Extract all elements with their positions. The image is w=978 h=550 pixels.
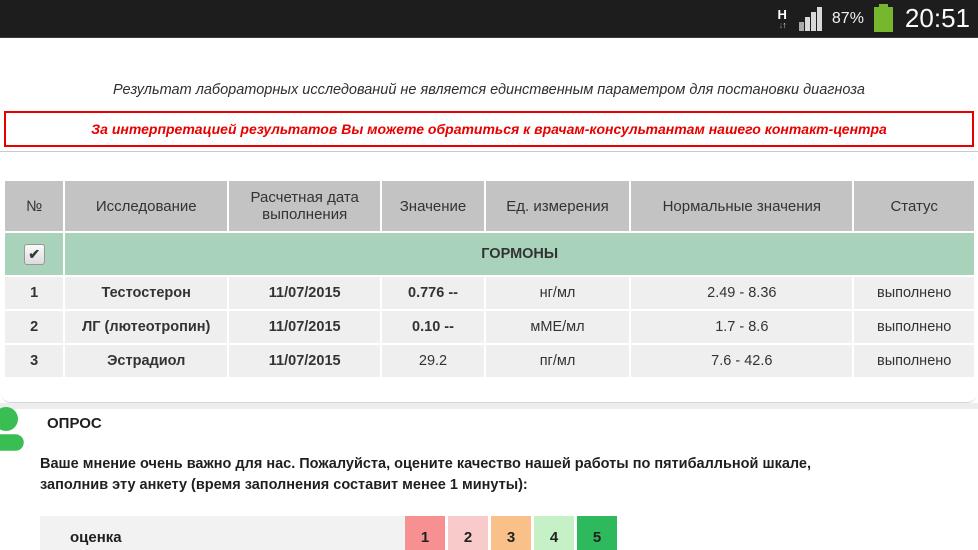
col-header-date: Расчетная дата выполнения xyxy=(229,181,380,231)
row-number: 1 xyxy=(5,277,63,309)
col-header-status: Статус xyxy=(854,181,974,231)
row-number: 2 xyxy=(5,311,63,343)
survey-section xyxy=(0,409,978,550)
test-status: выполнено xyxy=(854,311,974,343)
test-date: 11/07/2015 xyxy=(229,345,380,377)
test-unit: мМЕ/мл xyxy=(486,311,630,343)
test-status: выполнено xyxy=(854,277,974,309)
rating-button-1[interactable]: 1 xyxy=(405,516,445,550)
battery-percent-label: 87% xyxy=(831,9,864,27)
table-row[interactable] xyxy=(5,345,974,377)
lab-results-table xyxy=(3,179,976,379)
survey-title: ОПРОС xyxy=(47,415,102,432)
android-status-bar xyxy=(0,0,978,38)
test-date: 11/07/2015 xyxy=(229,277,380,309)
survey-description: Ваше мнение очень важно для нас. Пожалуйста, оцените качество нашей работы по пятибалльной шкале, заполнив эту анкету (время заполнения составит менее 1 минуты): xyxy=(40,456,811,493)
col-header-value: Значение xyxy=(382,181,483,231)
hormones-group-label[interactable]: ГОРМОНЫ xyxy=(65,233,974,275)
col-header-normal: Нормальные значения xyxy=(631,181,852,231)
lab-disclaimer-text: Результат лабораторных исследований не является единственным параметром для постановки диагноза xyxy=(113,82,865,98)
data-activity-arrows-icon: ↓↑ xyxy=(778,19,786,30)
section-divider xyxy=(0,151,978,152)
test-normal-range: 1.7 - 8.6 xyxy=(631,311,852,343)
test-normal-range: 7.6 - 42.6 xyxy=(631,345,852,377)
clock-label: 20:51 xyxy=(904,3,970,33)
interpretation-alert-box: За интерпретацией результатов Вы можете обратиться к врачам-консультантам нашего контакт-центра xyxy=(4,111,974,147)
col-header-test: Исследование xyxy=(65,181,227,231)
hspa-network-icon xyxy=(778,8,787,30)
table-row[interactable] xyxy=(5,277,974,309)
table-row[interactable] xyxy=(5,311,974,343)
test-status: выполнено xyxy=(854,345,974,377)
test-name: Тестостерон xyxy=(65,277,227,309)
table-header-row xyxy=(5,181,974,231)
rating-button-3[interactable]: 3 xyxy=(491,516,531,550)
signal-strength-icon xyxy=(799,7,822,31)
test-value: 29.2 xyxy=(382,345,483,377)
rating-button-2[interactable]: 2 xyxy=(448,516,488,550)
test-value: 0.776 -- xyxy=(382,277,483,309)
test-value: 0.10 -- xyxy=(382,311,483,343)
hormones-group-checkbox[interactable]: ✔ xyxy=(24,244,45,265)
test-name: Эстрадиол xyxy=(65,345,227,377)
row-number: 3 xyxy=(5,345,63,377)
test-name: ЛГ (лютеотропин) xyxy=(65,311,227,343)
rating-row xyxy=(40,516,978,550)
test-unit: нг/мл xyxy=(486,277,630,309)
test-unit: пг/мл xyxy=(486,345,630,377)
hormones-group-row xyxy=(5,233,974,275)
rating-label: оценка xyxy=(40,516,405,550)
battery-icon xyxy=(874,7,893,32)
test-date: 11/07/2015 xyxy=(229,311,380,343)
col-header-number: № xyxy=(5,181,63,231)
results-card-bottom-edge xyxy=(1,379,977,403)
test-normal-range: 2.49 - 8.36 xyxy=(631,277,852,309)
rating-button-4[interactable]: 4 xyxy=(534,516,574,550)
person-icon xyxy=(0,406,28,454)
col-header-unit: Ед. измерения xyxy=(486,181,630,231)
network-type-label: H xyxy=(777,6,787,22)
rating-button-5[interactable]: 5 xyxy=(577,516,617,550)
